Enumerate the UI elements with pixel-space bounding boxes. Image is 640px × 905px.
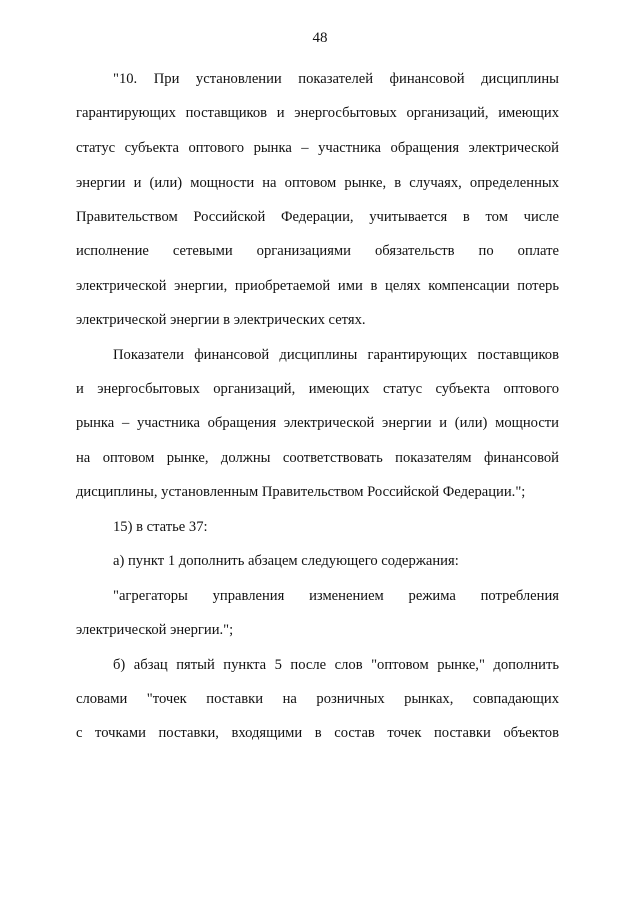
paragraph-line: рынка – участника обращения электрической энергии и (или) мощности [76, 415, 559, 431]
paragraph-line: Правительством Российской Федерации, учитывается в том числе [76, 209, 559, 225]
paragraph-line: "10. При установлении показателей финансовой дисциплины [113, 71, 559, 87]
paragraph-line: словами "точек поставки на розничных рынках, совпадающих [76, 691, 559, 707]
paragraph-line: исполнение сетевыми организациями обязательств по оплате [76, 243, 559, 259]
paragraph-line: энергии и (или) мощности на оптовом рынке, в случаях, определенных [76, 175, 559, 191]
paragraph-line: статус субъекта оптового рынка – участника обращения электрической [76, 140, 559, 156]
paragraph-line: "агрегаторы управления изменением режима потребления [113, 588, 559, 604]
paragraph-line: 15) в статье 37: [113, 519, 208, 535]
paragraph-line: дисциплины, установленным Правительством Российской Федерации."; [76, 484, 526, 500]
paragraph-line: электрической энергии, приобретаемой ими в целях компенсации потерь [76, 278, 559, 294]
paragraph-line: а) пункт 1 дополнить абзацем следующего содержания: [113, 553, 459, 569]
paragraph-line: на оптовом рынке, должны соответствовать показателям финансовой [76, 450, 559, 466]
paragraph-line: электрической энергии."; [76, 622, 234, 638]
paragraph-line: электрической энергии в электрических сетях. [76, 312, 366, 328]
paragraph-line: и энергосбытовых организаций, имеющих статус субъекта оптового [76, 381, 559, 397]
paragraph-line: гарантирующих поставщиков и энергосбытовых организаций, имеющих [76, 105, 559, 121]
page-number: 48 [312, 30, 328, 46]
paragraph-line: б) абзац пятый пункта 5 после слов "оптовом рынке," дополнить [113, 657, 559, 673]
paragraph-line: Показатели финансовой дисциплины гарантирующих поставщиков [113, 347, 559, 363]
paragraph-line: с точками поставки, входящими в состав точек поставки объектов [76, 725, 559, 741]
